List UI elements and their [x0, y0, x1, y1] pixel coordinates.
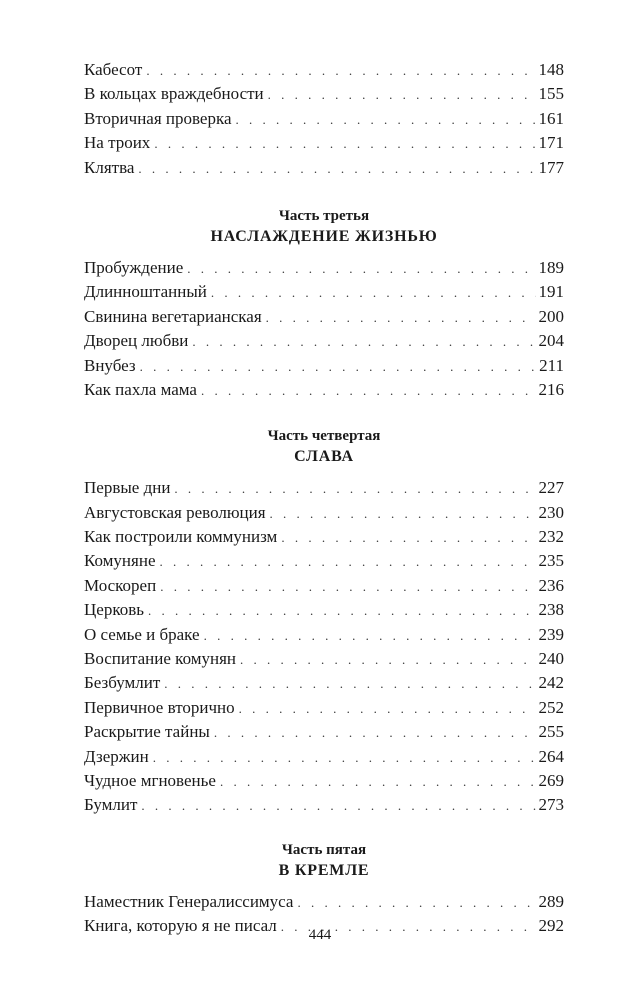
- dot-leader: [201, 379, 536, 403]
- part-title: НАСЛАЖДЕНИЕ ЖИЗНЬЮ: [210, 227, 438, 245]
- dot-leader: [141, 794, 535, 818]
- entry-page: 255: [538, 722, 564, 742]
- entry-page: 191: [538, 282, 564, 302]
- toc-entry: [84, 82, 564, 106]
- toc-entry: [84, 525, 564, 549]
- toc-entry: [84, 329, 564, 353]
- entry-page: 238: [538, 600, 564, 620]
- entry-title: Книга, которую я не писал: [84, 916, 277, 936]
- toc-entry: [84, 256, 564, 280]
- entry-page: 211: [539, 355, 564, 375]
- entry-page: 236: [538, 575, 564, 595]
- entry-title: Длинноштанный: [84, 282, 207, 302]
- dot-leader: [153, 746, 536, 770]
- toc-entry: [84, 501, 564, 525]
- part-label: Часть четвертая: [267, 428, 381, 445]
- dot-leader: [297, 891, 535, 915]
- entry-page: 264: [538, 746, 564, 766]
- dot-leader: [148, 599, 536, 623]
- dot-leader: [146, 59, 535, 83]
- entry-page: 216: [538, 379, 564, 399]
- entry-title: В кольцах враждебности: [84, 84, 264, 104]
- dot-leader: [270, 502, 536, 526]
- dot-leader: [187, 257, 535, 281]
- dot-leader: [160, 575, 535, 599]
- dot-leader: [266, 306, 536, 330]
- toc-section: [84, 206, 564, 402]
- entry-title: Безбумлит: [84, 673, 161, 693]
- part-title: В КРЕМЛЕ: [278, 861, 370, 879]
- entry-title: На троих: [84, 133, 151, 153]
- dot-leader: [214, 721, 536, 745]
- page-number: 444: [308, 927, 332, 943]
- toc-entry: [84, 793, 564, 817]
- entry-page: 289: [538, 891, 564, 911]
- entry-page: 161: [538, 108, 564, 128]
- toc-section: [84, 426, 564, 817]
- entry-title: Дворец любви: [84, 331, 189, 351]
- toc-section: [84, 58, 564, 180]
- entry-page: 200: [538, 306, 564, 326]
- toc-entry: [84, 574, 564, 598]
- toc-entry: [84, 476, 564, 500]
- table-of-contents: [84, 58, 564, 939]
- entry-page: 269: [538, 770, 564, 790]
- toc-entry: [84, 280, 564, 304]
- dot-leader: [204, 624, 536, 648]
- entry-title: Раскрытие тайны: [84, 722, 210, 742]
- entry-title: Вторичная проверка: [84, 108, 232, 128]
- entry-title: Первые дни: [84, 478, 171, 498]
- entry-page: 273: [538, 795, 564, 815]
- entry-page: 155: [538, 84, 564, 104]
- toc-entry: [84, 769, 564, 793]
- dot-leader: [164, 672, 535, 696]
- toc-entry: [84, 156, 564, 180]
- part-label: Часть пятая: [281, 841, 367, 858]
- entry-title: Дзержин: [84, 746, 149, 766]
- entry-page: 252: [538, 697, 564, 717]
- toc-entry: [84, 378, 564, 402]
- dot-leader: [140, 355, 537, 379]
- dot-leader: [211, 281, 536, 305]
- entry-title: Кабесот: [84, 60, 143, 79]
- entry-page: 189: [538, 257, 564, 277]
- toc-entry: [84, 671, 564, 695]
- dot-leader: [174, 477, 535, 501]
- dot-leader: [239, 697, 536, 721]
- toc-entry: [84, 890, 564, 914]
- entry-page: 292: [538, 916, 564, 936]
- entry-title: Первичное вторично: [84, 697, 235, 717]
- entry-title: Церковь: [84, 600, 144, 620]
- entry-page: 171: [538, 133, 564, 153]
- entry-page: 227: [538, 478, 564, 498]
- entry-page: 232: [538, 527, 564, 547]
- entry-page: 230: [538, 502, 564, 522]
- entry-title: Воспитание комунян: [84, 649, 237, 669]
- entry-title: Как построили коммунизм: [84, 527, 278, 547]
- entry-title: Внубез: [84, 355, 136, 375]
- entry-page: 240: [538, 649, 564, 669]
- toc-entry: [84, 305, 564, 329]
- part-heading: [84, 426, 564, 468]
- entry-page: 148: [538, 60, 564, 79]
- toc-entry: [84, 745, 564, 769]
- entry-title: Наместник Генералиссимуса: [84, 891, 294, 911]
- entry-page: 177: [538, 157, 564, 177]
- entry-title: Москореп: [84, 575, 157, 595]
- entry-page: 242: [538, 673, 564, 693]
- entry-title: Чудное мгновенье: [84, 770, 216, 790]
- part-heading: [84, 206, 564, 248]
- toc-entry: [84, 549, 564, 573]
- toc-entry: [84, 354, 564, 378]
- dot-leader: [281, 526, 535, 550]
- entry-title: Пробуждение: [84, 257, 184, 277]
- entry-title: Как пахла мама: [84, 379, 197, 399]
- dot-leader: [268, 83, 536, 107]
- dot-leader: [160, 550, 536, 574]
- entry-page: 204: [538, 331, 564, 351]
- part-heading: [84, 840, 564, 882]
- toc-entry: [84, 720, 564, 744]
- entry-page: 235: [538, 551, 564, 571]
- toc-entry: [84, 696, 564, 720]
- entry-title: Клятва: [84, 157, 135, 177]
- toc-entry: [84, 623, 564, 647]
- entry-title: Свинина вегетарианская: [84, 306, 262, 326]
- toc-entry: [84, 58, 564, 82]
- entry-title: Августовская революция: [84, 502, 266, 522]
- toc-section: [84, 840, 564, 939]
- toc-entry: [84, 647, 564, 671]
- dot-leader: [236, 108, 536, 132]
- dot-leader: [138, 157, 535, 181]
- toc-entry: [84, 107, 564, 131]
- dot-leader: [192, 330, 535, 354]
- entry-title: О семье и браке: [84, 624, 200, 644]
- dot-leader: [240, 648, 535, 672]
- dot-leader: [220, 770, 536, 794]
- entry-title: Комуняне: [84, 551, 156, 571]
- part-title: СЛАВА: [294, 448, 354, 466]
- toc-entry: [84, 131, 564, 155]
- toc-entry: [84, 598, 564, 622]
- entry-title: Бумлит: [84, 795, 138, 815]
- dot-leader: [154, 132, 535, 156]
- part-label: Часть третья: [278, 207, 370, 224]
- entry-page: 239: [538, 624, 564, 644]
